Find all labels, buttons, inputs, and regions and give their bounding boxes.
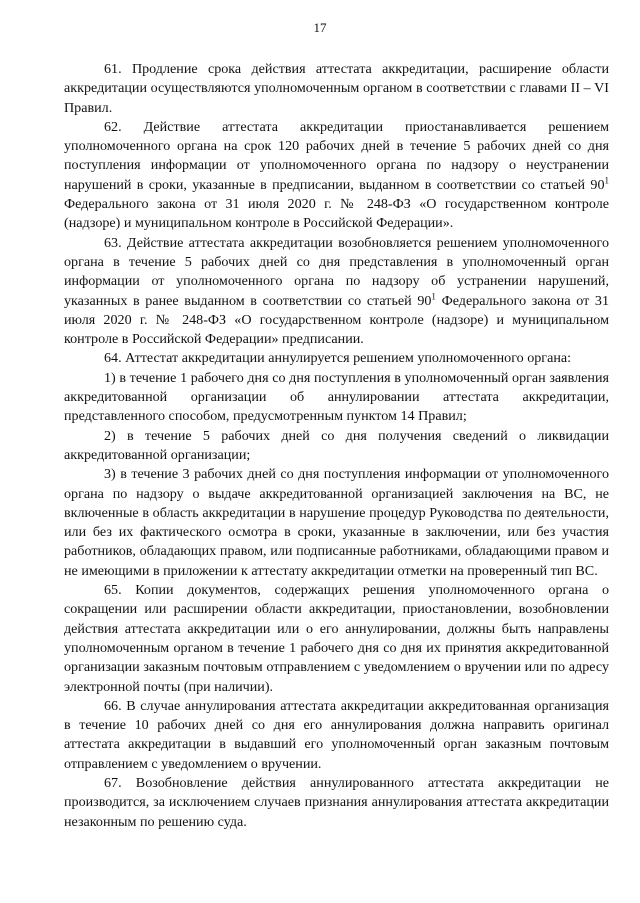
paragraph-65: 65. Копии документов, содержащих решения уполномоченного органа о сокращении или расширении области аккредитации, приостановлении, возобновлении действия аттестата аккредитации или о его аннулировании, должны быть направлены уполномоченным органом в течение 1 рабочего дня со дня их принятия аккредитованной организации заказным почтовым отправлением с уведомлением о вручении или по адресу электронной почты (при наличии). — [64, 582, 609, 695]
page-number: 17 — [313, 20, 327, 35]
paragraph-67: 67. Возобновление действия аннулированного аттестата аккредитации не производится, за исключением случаев признания аннулирования аттестата аккредитации незаконным по решению суда. — [64, 774, 609, 830]
paragraph-61: 61. Продление срока действия аттестата аккредитации, расширение области аккредитации осуществляются уполномоченным органом в соответствии с главами II – VI Правил. — [64, 61, 609, 116]
document-body — [64, 60, 609, 832]
paragraph-66: 66. В случае аннулирования аттестата аккредитации аккредитованная организация в течение 10 рабочих дней со дня его аннулирования должна направить оригинал аттестата аккредитации в выдавший его уполномоченный орган заказным почтовым отправлением с уведомлением о вручении. — [64, 697, 609, 772]
paragraph-64-item-2: 2) в течение 5 рабочих дней со дня получения сведений о ликвидации аккредитованной организации; — [64, 427, 609, 463]
paragraph-64-item-1: 1) в течение 1 рабочего дня со дня поступления в уполномоченный орган заявления аккредитованной организации об аннулировании аттестата аккредитации, представленного способом, предусмотренным пунктом 14 Правил; — [64, 369, 609, 425]
paragraph-64-item-3: 3) в течение 3 рабочих дней со дня поступления информации от уполномоченного органа по надзору о выдаче аккредитованной организацией заключения на ВС, не включенные в область аккредитации в нарушение процедур Руководства по деятельности, или без их фактического осмотра в сроки, указанные в заключении, или без участия работников, обладающих правом, или подписанные работниками, обладающими правом и не имеющими в приложении к аттестату аккредитации отметки на проверенный тип ВС. — [64, 466, 609, 579]
paragraph-62: 62. Действие аттестата аккредитации приостанавливается решением уполномоченного органа на срок 120 рабочих дней в течение 5 рабочих дней со дня поступления информации от уполномоченного органа по надзору о неустранении нарушений в сроки, указанные в предписании, выданном в соответствии со статьей $90^1$ Федерального закона от 31 июля 2020 г. № 248-ФЗ «О государственном контроле (надзоре) и муниципальном контроле в Российской Федерации». — [64, 118, 609, 232]
paragraph-64: 64. Аттестат аккредитации аннулируется решением уполномоченного органа: — [104, 350, 572, 367]
paragraph-63: 63. Действие аттестата аккредитации возобновляется решением уполномоченного органа в течение 5 рабочих дней со дня представления в уполномоченный орган информации от уполномоченного органа по надзору об устранении нарушений, указанных в ранее выданном в соответствии со статьей $90^1$ Федерального закона от 31 июля 2020 г. № 248-ФЗ «О государственном контроле (надзоре) и муниципальном контроле в Российской Федерации» предписании. — [64, 234, 610, 348]
